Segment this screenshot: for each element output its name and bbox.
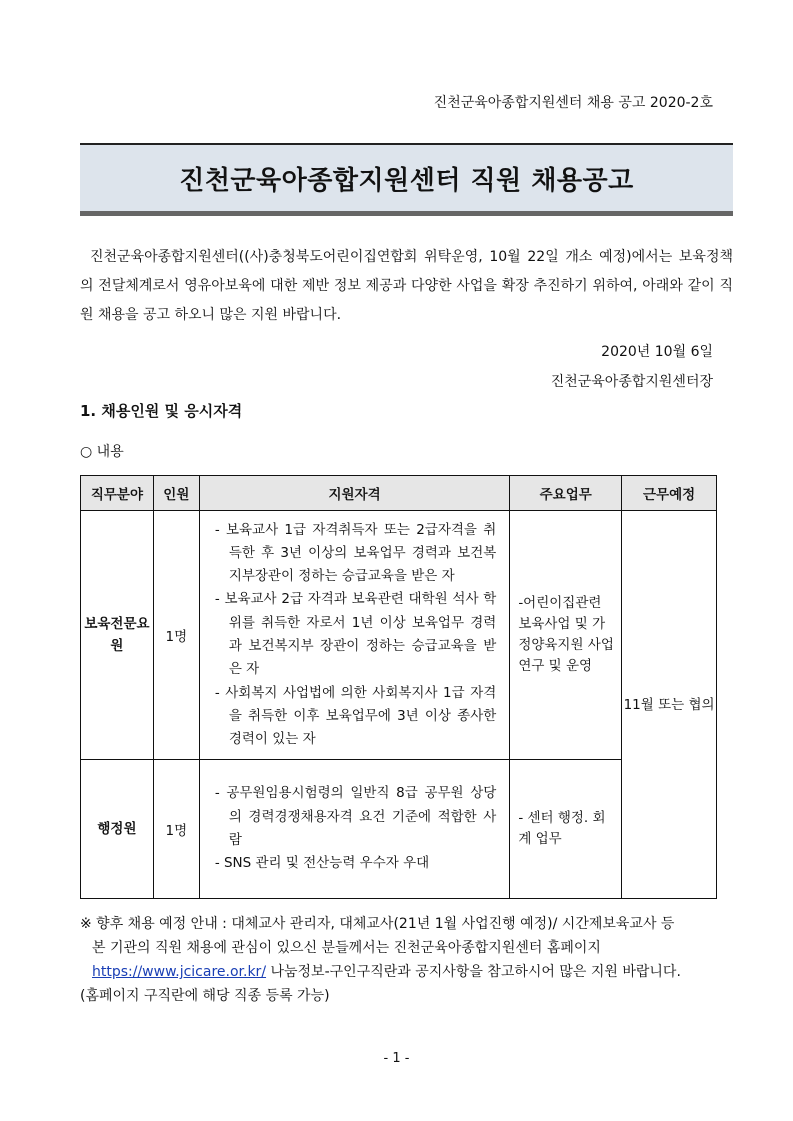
footnote-line xyxy=(80,960,717,984)
header-duties: 주요업무 xyxy=(510,476,622,511)
job-duties: -어린이집관련 보육사업 및 가정양육지원 사업 연구 및 운영 xyxy=(510,511,622,760)
job-count: 1명 xyxy=(153,760,199,899)
announcement-date: 2020년 10월 6일 xyxy=(601,344,713,360)
section-title: 1. 채용인원 및 응시자격 xyxy=(80,402,243,420)
header-schedule: 근무예정 xyxy=(622,476,717,511)
intro-paragraph: 진천군육아종합지원센터((사)충청북도어린이집연합회 위탁운영, 10월 22일 개소 예정)에서는 보육정책의 전달체계로서 영유아보육에 대한 제반 정보 제공과 다양한 사업을 확장 추진하기 위하여, 아래와 같이 직원 채용을 공고 하오니 많은 지원 바랍니다. xyxy=(80,249,733,323)
qualification-item: - 공무원임용시험령의 일반직 8급 공무원 상당의 경력경쟁채용자격 요건 기준에 적합한 사람 xyxy=(214,785,497,848)
page-title: 진천군육아종합지원센터 직원 채용공고 xyxy=(179,165,634,196)
job-count: 1명 xyxy=(153,511,199,760)
sub-item-label: ○ 내용 xyxy=(80,444,124,460)
work-schedule: 11월 또는 협의 xyxy=(622,511,717,899)
recruitment-table xyxy=(80,475,717,899)
footnote-line: (홈페이지 구직란에 해당 직종 등록 가능) xyxy=(80,988,330,1004)
job-category: 보육전문요원 xyxy=(81,511,154,760)
job-qualifications xyxy=(199,760,510,899)
footnote-line: ※ 향후 채용 예정 안내 : 대체교사 관리자, 대체교사(21년 1월 사업진행 예정)/ 시간제보육교사 등 xyxy=(80,916,675,932)
job-category: 행정원 xyxy=(81,760,154,899)
homepage-link[interactable]: https://www.jcicare.or.kr/ xyxy=(92,964,267,980)
title-box xyxy=(80,143,733,216)
job-duties: - 센터 행정. 회계 업무 xyxy=(510,760,622,899)
footnote-line: 본 기관의 직원 채용에 관심이 있으신 분들께서는 진천군육아종합지원센터 홈페이지 xyxy=(92,940,601,956)
footnote-text: 나눔정보-구인구직란과 공지사항을 참고하시어 많은 지원 바랍니다. xyxy=(266,964,681,980)
table-row xyxy=(81,760,717,899)
qualification-item: - 보육교사 1급 자격취득자 또는 2급자격을 취득한 후 3년 이상의 보육업무 경력과 보건복지부장관이 정하는 승급교육을 받은 자 xyxy=(214,521,497,585)
table-header-row xyxy=(81,476,717,511)
header-count: 인원 xyxy=(153,476,199,511)
job-qualifications xyxy=(199,511,510,760)
header-category: 직무분야 xyxy=(81,476,154,511)
qualification-item: - SNS 관리 및 전산능력 우수자 우대 xyxy=(214,855,430,872)
qualification-item: - 보육교사 2급 자격과 보육관련 대학원 석사 학위를 취득한 자로서 1년 이상 보육업무 경력과 보건복지부 장관이 정하는 승급교육을 받은 자 xyxy=(214,591,497,678)
qualification-item: - 사회복지 사업법에 의한 사회복지사 1급 자격을 취득한 이후 보육업무에 3년 이상 종사한 경력이 있는 자 xyxy=(214,684,497,748)
signer: 진천군육아종합지원센터장 xyxy=(550,374,713,390)
table-row xyxy=(81,511,717,760)
notice-number: 진천군육아종합지원센터 채용 공고 2020-2호 xyxy=(433,95,713,111)
page-number: - 1 - xyxy=(383,1051,410,1066)
header-qualifications: 지원자격 xyxy=(199,476,510,511)
footnote xyxy=(80,912,717,1008)
